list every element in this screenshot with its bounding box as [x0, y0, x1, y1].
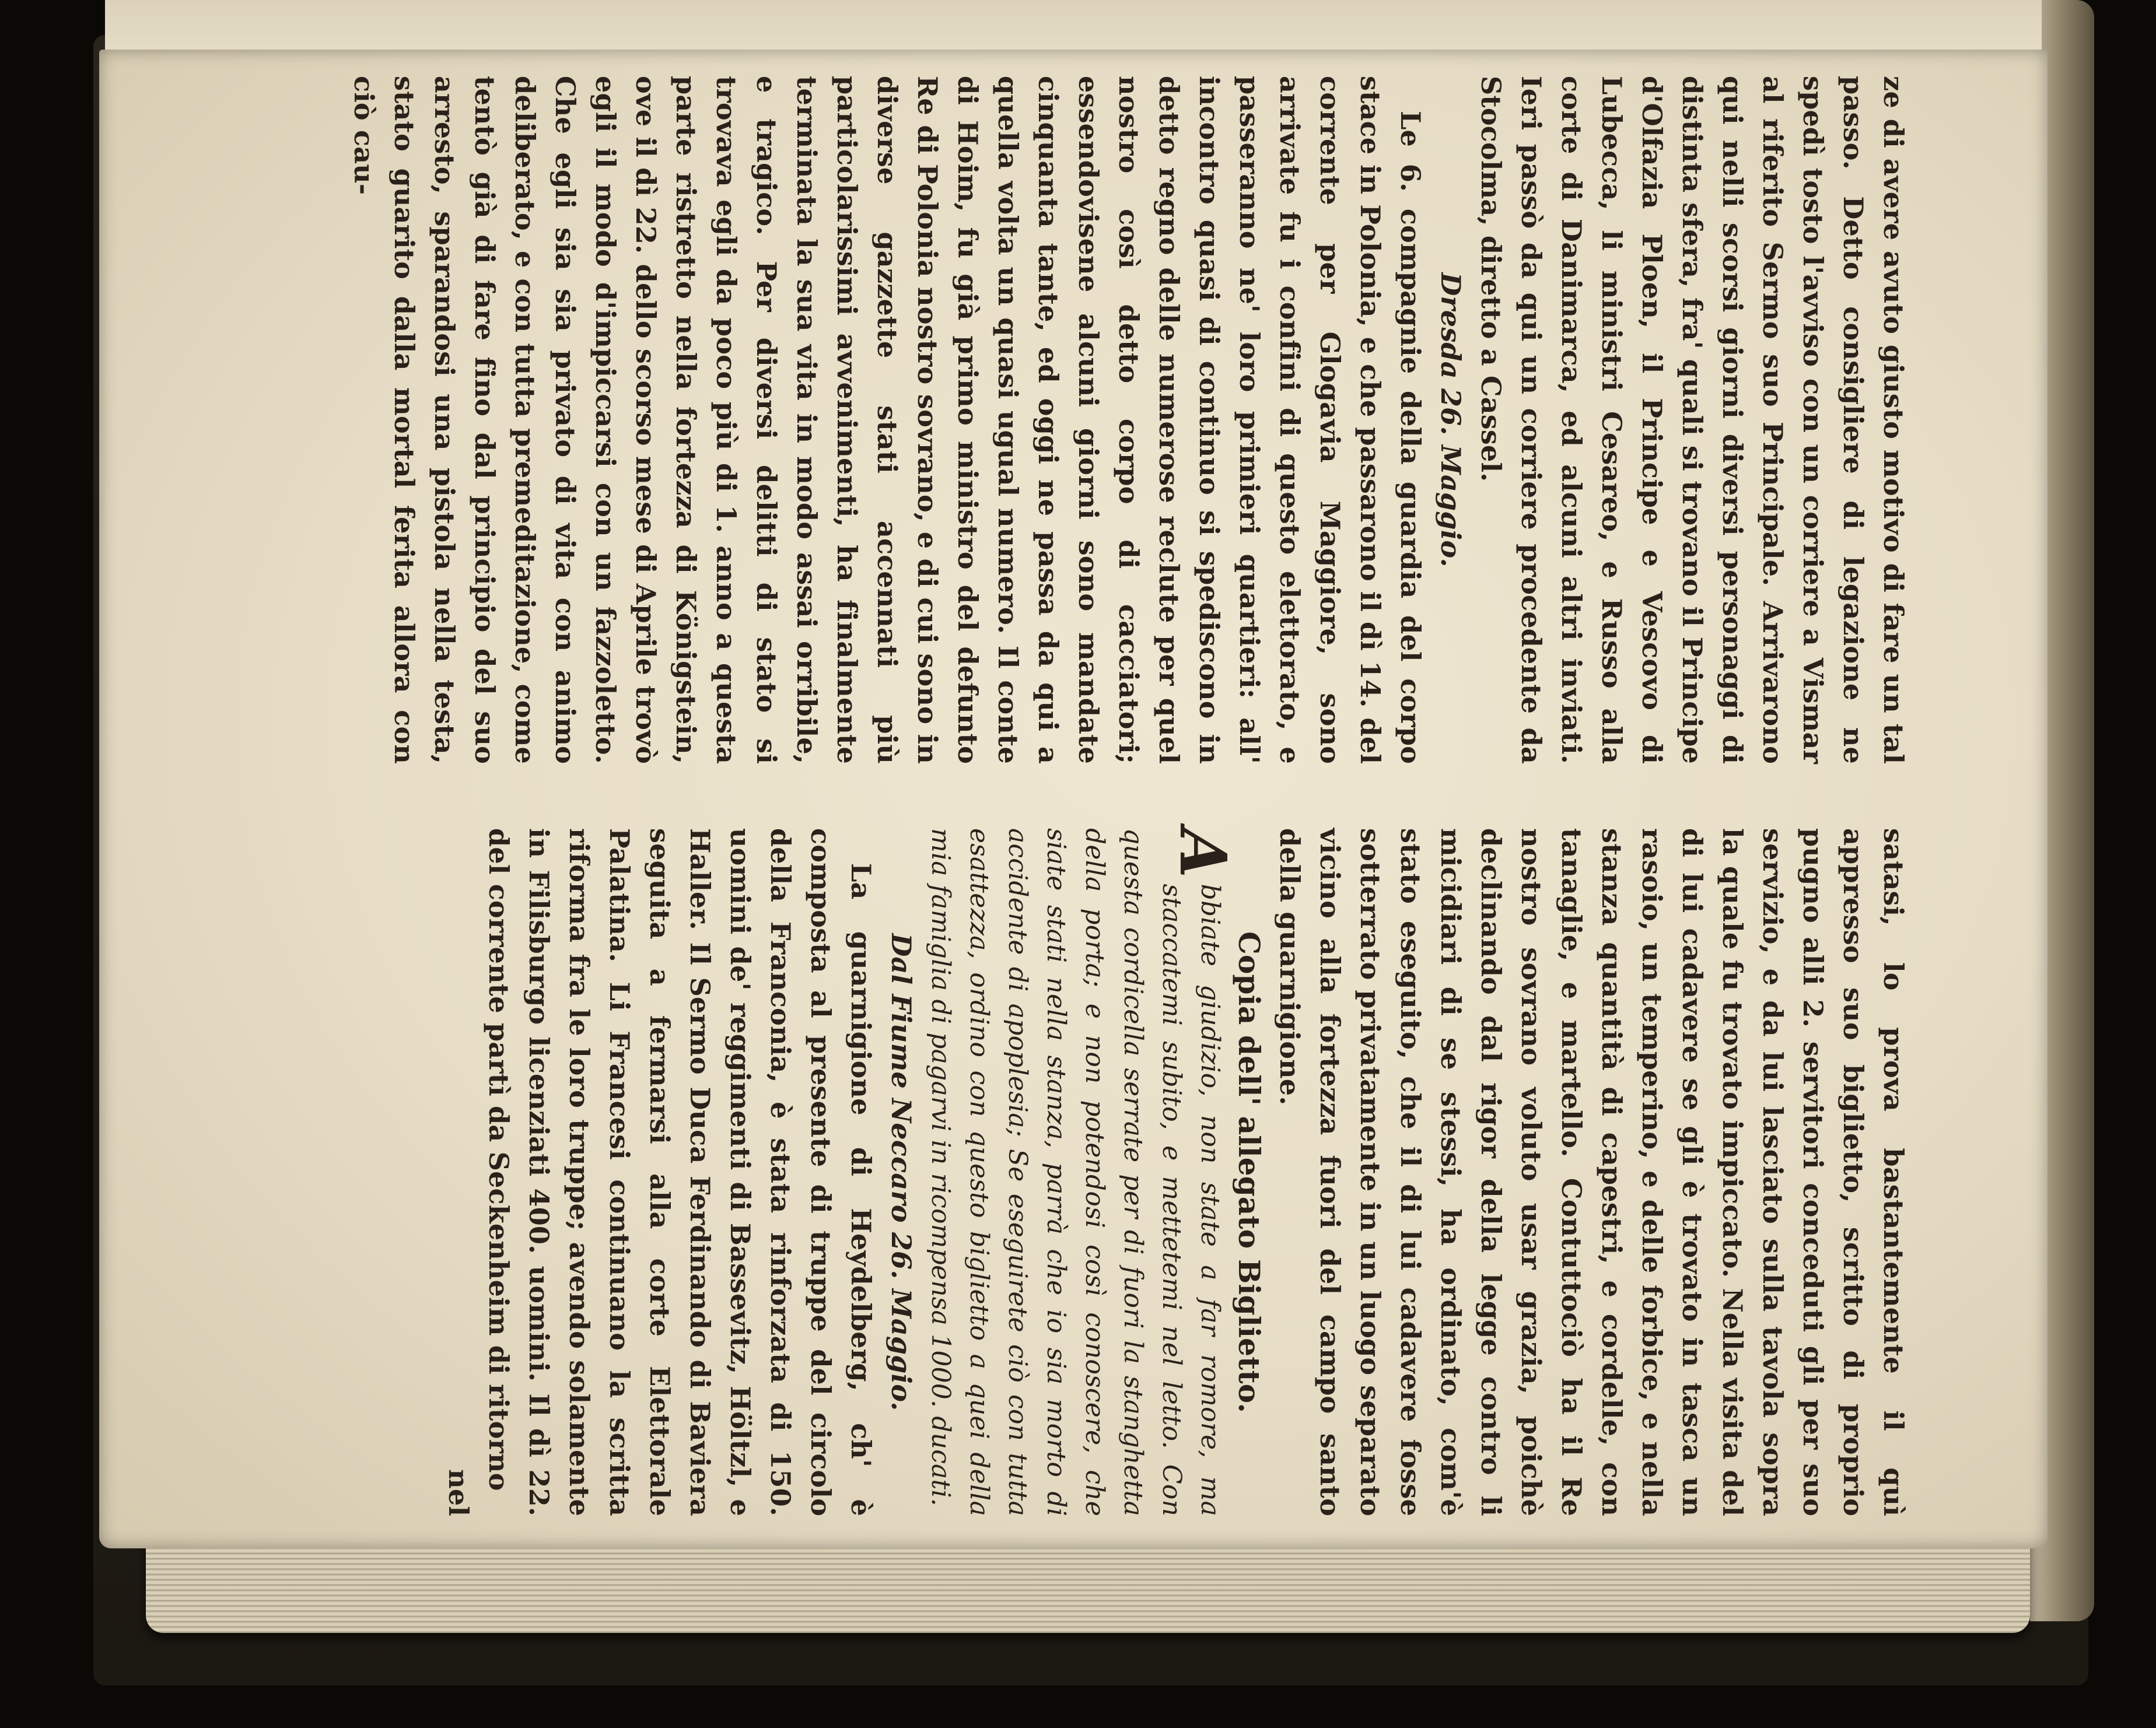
page-edges	[146, 1534, 2030, 1633]
dateline: Dresda 26. Maggio.	[1435, 272, 1466, 567]
paragraph: ze di avere avuto giusto motivo di fare un tal passo. Detto consigliere di legazione ne spedì tosto l'avviso con un corriere a Vismar al riferito Sermo suo Principale. Arrivarono qui nelli scorsi giorni diversi personaggi di distinta sfera, fra' quali si trovano il Principe d'Olfazia Ploen, il Principe e Vescovo di Lubecca, li ministri Cesareo, e Russo alla corte di Danimarca, ed alcuni altri inviati. Ieri passò da qui un corriere procedente da Stocolma, diretto a Cassel.	[1475, 76, 1909, 764]
letter-text	[921, 828, 1241, 1516]
dateline: Dal Fiume Neccaro 26. Maggio.	[886, 933, 917, 1411]
drop-cap: A	[1166, 828, 1241, 878]
paragraph: La guarnigione di Heydelberg, ch' è composta al presente di truppe del circolo della Franconia, è stata rinforzata di 150. uomini de' reggimenti di Bassevitz, Höltzl, e Haller. Il Sermo Duca Ferdinando di Baviera seguita a fermarsi alla corte Elettorale Palatina. Li Francesi continuano la scritta riforma fra le loro truppe; avendo solamente in Filisburgo licenziati 400. uomini. Il dì 22. del corrente partì da Seckenheim di ritorno	[483, 828, 877, 1516]
section-heading: Copia dell' allegato Biglietto.	[1232, 931, 1266, 1414]
catchword: nel	[443, 1469, 474, 1516]
left-column	[344, 76, 1913, 764]
paragraph: satasi, lo prova bastantemente il quì appresso suo biglietto, scritto di proprio pugno alli 2. servitori conceduti gli per suo servizio, e da lui lasciato sulla tavola sopra la quale fu trovato impiccato. Nella visita del di lui cadavere se gli è trovato in tasca un rasoio, un temperino, e delle forbice, e nella stanza quantità di capestri, e cordelle, con tanaglie, e martello. Contuttociò ha il Re nostro sovrano voluto usar grazia, poichè declinando dal rigor della legge contro li micidiari di se stessi, ha ordinato, com'è stato eseguito, che il di lui cadavere fosse sotterrato privatamente in un luogo separato vicino alla fortezza fuori del campo santo della guarnigione.	[1274, 828, 1909, 1516]
letter-body: bbiate giudizio, non state a far romore, ma staccatemi subito, e mettetemi nel letto. Con questa cordicella serrate per di fuori la stanghetta della porta; e non potendosi così conoscere, che siate stati nella stanza, parrà che io sia morto di accidente di apoplesia; Se eseguirete ciò con tutta esattezza, ordino con questo biglietto a quei della mia famiglia di pagarvi in ricompensa 1000. ducati.	[926, 828, 1225, 1516]
rotated-text-block	[348, 76, 1913, 1534]
right-column	[438, 828, 1913, 1516]
paragraph: Le 6. compagnie della guardia del corpo stace in Polonia, e che passarono il dì 14. del corrente per Glogavia Maggiore, sono arrivate fu i confini di questo elettorato, e passeranno ne' loro primieri quartieri: all' incontro quasi di continuo si spediscono in detto regno delle numerose reclute per quel nostro così detto corpo di cacciatori; essendovisene alcuni giorni sono mandate cinquanta tante, ed oggi ne passa da qui a quella volta un quasi ugual numero. Il conte di Hoim, fu già primo ministro del defunto Re di Polonia nostro sovrano, e di cui sono in diverse gazzette stati accennati più particolarissimi avvenimenti, ha finalmente terminata la sua vita in modo assai orribile, e tragico. Per diversi delitti di stato si trovava egli da poco più di 1. anno a questa parte ristretto nella fortezza di Königstein, ove il dì 22. dello scorso mese di Aprile trovò egli il modo d'impiccarsi con un fazzoletto. Che egli sia sia privato di vita con animo deliberato, e con tutta premeditazione, come tentò già di fare fino dal principio del suo arresto, sparandosi una pistola nella testa, stato guarito dalla mortal ferita allora con ciò cau-	[348, 76, 1426, 764]
